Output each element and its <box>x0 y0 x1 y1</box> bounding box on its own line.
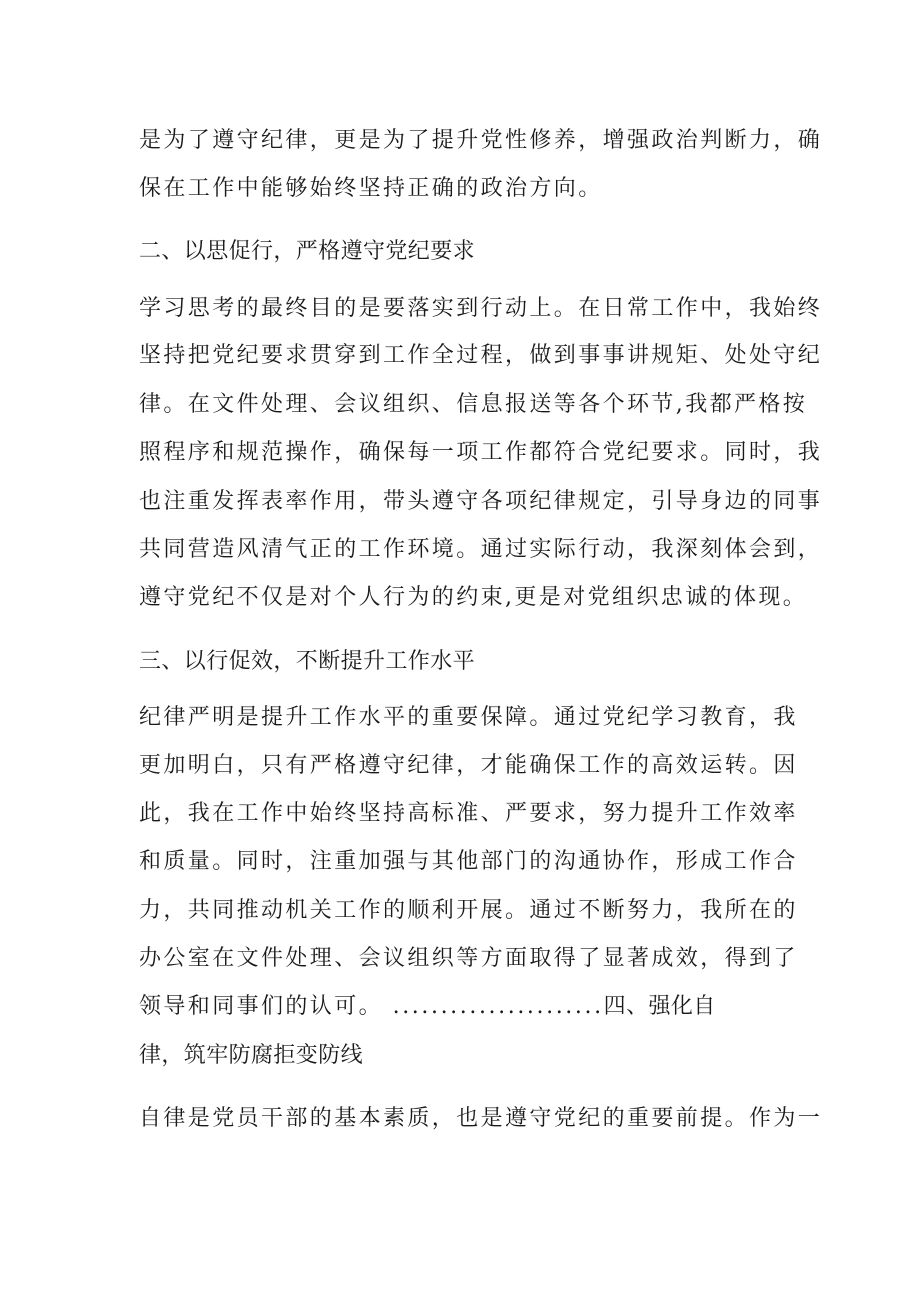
paragraph-line: 遵守党纪不仅是对个人行为的约束,更是对党组织忠诚的体现。 <box>139 585 808 610</box>
section-heading-start: 四、强化自 <box>603 994 716 1019</box>
paragraph-line: 保在工作中能够始终坚持正确的政治方向。 <box>139 176 603 201</box>
paragraph-line: 学习思考的最终目的是要落实到行动上。在日常工作中，我始终 <box>139 296 823 321</box>
paragraph-line: 和质量。同时，注重加强与其他部门的沟通协作，形成工作合 <box>139 849 798 874</box>
paragraph-line: 更加明白，只有严格遵守纪律，才能确保工作的高效运转。因 <box>139 753 798 778</box>
section-heading: 二、以思促行，严格遵守党纪要求 <box>139 239 476 264</box>
paragraph-line: 是为了遵守纪律，更是为了提升党性修养，增强政治判断力，确 <box>139 128 823 153</box>
section-heading-continued: 律，筑牢防腐拒变防线 <box>139 1043 364 1068</box>
paragraph-text: 领导和同事们的认可。 <box>139 994 384 1019</box>
leader-dots: ...................... <box>383 994 604 1019</box>
paragraph-line: 自律是党员干部的基本素质，也是遵守党纪的重要前提。作为一 <box>139 1106 823 1131</box>
paragraph-line-with-heading <box>139 992 716 1022</box>
paragraph-line: 照程序和规范操作，确保每一项工作都符合党纪要求。同时，我 <box>139 440 823 465</box>
paragraph-line: 坚持把党纪要求贯穿到工作全过程，做到事事讲规矩、处处守纪 <box>139 343 823 368</box>
paragraph-line: 此，我在工作中始终坚持高标准、严要求，努力提升工作效率 <box>139 801 798 826</box>
paragraph-line: 也注重发挥表率作用，带头遵守各项纪律规定，引导身边的同事 <box>139 489 823 514</box>
paragraph-line: 力，共同推动机关工作的顺利开展。通过不断努力，我所在的 <box>139 898 798 923</box>
paragraph-line: 律。在文件处理、会议组织、信息报送等各个环节,我都严格按 <box>139 392 808 417</box>
paragraph-line: 共同营造风清气正的工作环境。通过实际行动，我深刻体会到， <box>139 537 823 562</box>
paragraph-line: 纪律严明是提升工作水平的重要保障。通过党纪学习教育，我 <box>139 705 798 730</box>
paragraph-line: 办公室在文件处理、会议组织等方面取得了显著成效，得到了 <box>139 946 798 971</box>
section-heading: 三、以行促效，不断提升工作水平 <box>139 649 476 674</box>
